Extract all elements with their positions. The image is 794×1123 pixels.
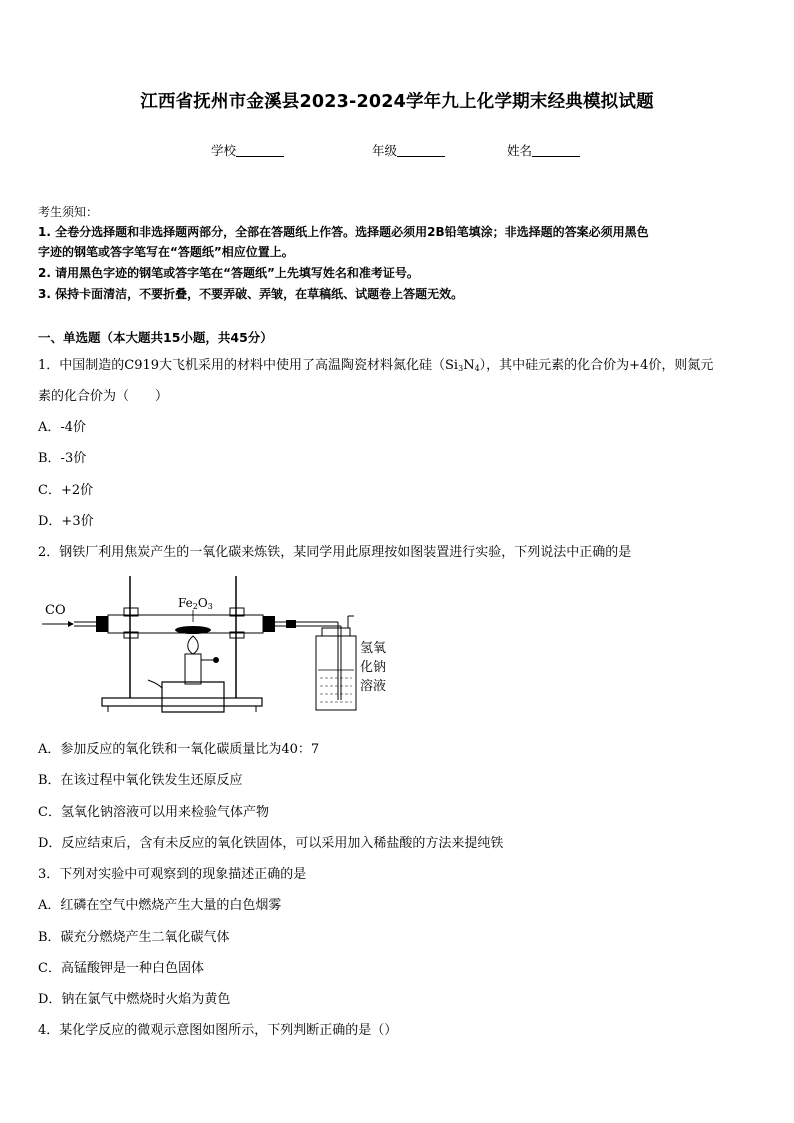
- page-title: 江西省抚州市金溪县2023-2024学年九上化学期末经典模拟试题: [140, 92, 654, 112]
- q1-stem-line1: [38, 354, 713, 373]
- q1-sub-3: 3: [458, 364, 464, 373]
- q2-option-b[interactable]: B．在该过程中氧化铁发生还原反应: [38, 773, 243, 788]
- q1-option-a[interactable]: A．-4价: [38, 420, 87, 435]
- grade-blank[interactable]: [397, 144, 445, 157]
- grade-field[interactable]: [372, 141, 445, 159]
- notice-item-1: 1. 全卷分选择题和非选择题两部分，全部在答题纸上作答。选择题必须用2B铅笔填涂；非选择题的答案必须用黑色: [38, 225, 649, 239]
- q2-option-a[interactable]: A．参加反应的氧化铁和一氧化碳质量比为40：7: [38, 742, 320, 757]
- q1-stem-line2: 素的化合价为（ ）: [38, 389, 169, 404]
- q1-text-a: 1．中国制造的C919大飞机采用的材料中使用了高温陶瓷材料氮化硅（Si: [38, 358, 459, 373]
- notice-heading: 考生须知：: [38, 205, 99, 219]
- left-stopper: [96, 616, 108, 632]
- q3-option-c[interactable]: C．高锰酸钾是一种白色固体: [38, 961, 204, 976]
- fe2o3-powder: [175, 626, 211, 634]
- co-arrow-head: [68, 621, 74, 627]
- q4-stem: 4．某化学反应的微观示意图如图所示，下列判断正确的是（）: [38, 1023, 398, 1038]
- q1-option-c[interactable]: C．+2价: [38, 483, 94, 498]
- bottle-neck: [322, 628, 350, 636]
- q2-stem: 2．钢铁厂利用焦炭产生的一氧化碳来炼铁，某同学用此原理按如图装置进行实验，下列说法中正确的是: [38, 545, 632, 560]
- grade-label: 年级: [372, 143, 398, 158]
- fe2o3-label: Fe2O3: [178, 596, 213, 611]
- flame: [188, 636, 199, 654]
- q3-option-d[interactable]: D．钠在氯气中燃烧时火焰为黄色: [38, 992, 231, 1007]
- naoh-label-2: 化钠: [360, 660, 387, 675]
- q2-option-d[interactable]: D．反应结束后，含有未反应的氧化铁固体，可以采用加入稀盐酸的方法来提纯铁: [38, 836, 504, 851]
- burner-tube: [185, 654, 201, 684]
- naoh-label-3: 溶液: [360, 679, 387, 694]
- q1-sub-4: 4: [474, 364, 480, 373]
- school-label: 学校: [211, 143, 237, 158]
- co-label: CO: [45, 603, 66, 618]
- q3-option-a[interactable]: A．红磷在空气中燃烧产生大量的白色烟雾: [38, 898, 282, 913]
- naoh-label-1: 氢氧: [360, 641, 387, 656]
- q1-text-b: ），其中硅元素的化合价为+4价，则氮元: [479, 358, 714, 373]
- school-blank[interactable]: [236, 144, 284, 157]
- notice-item-1-cont: 字迹的钢笔或答字笔写在“答题纸”相应位置上。: [38, 245, 294, 259]
- q2-apparatus-figure: [38, 570, 398, 720]
- q3-stem: 3．下列对实验中可观察到的现象描述正确的是: [38, 867, 307, 882]
- notice-item-2: 2. 请用黑色字迹的钢笔或答字笔在“答题纸”上先填写姓名和准考证号。: [38, 266, 419, 280]
- school-field[interactable]: [211, 141, 284, 159]
- section-title: 一、单选题（本大题共15小题，共45分）: [38, 330, 273, 345]
- burner-base: [162, 682, 224, 712]
- q3-option-b[interactable]: B．碳充分燃烧产生二氧化碳气体: [38, 930, 230, 945]
- name-field[interactable]: [507, 141, 580, 159]
- q2-option-c[interactable]: C．氢氧化钠溶液可以用来检验气体产物: [38, 805, 269, 820]
- right-stopper: [263, 616, 275, 632]
- q1-option-b[interactable]: B．-3价: [38, 451, 87, 466]
- name-label: 姓名: [507, 143, 533, 158]
- q1-n: N: [463, 358, 475, 373]
- notice-item-3: 3. 保持卡面清洁，不要折叠，不要弄破、弄皱，在草稿纸、试题卷上答题无效。: [38, 287, 464, 301]
- q1-option-d[interactable]: D．+3价: [38, 514, 94, 529]
- name-blank[interactable]: [532, 144, 580, 157]
- stand-base: [102, 698, 262, 706]
- bottle: [316, 636, 356, 710]
